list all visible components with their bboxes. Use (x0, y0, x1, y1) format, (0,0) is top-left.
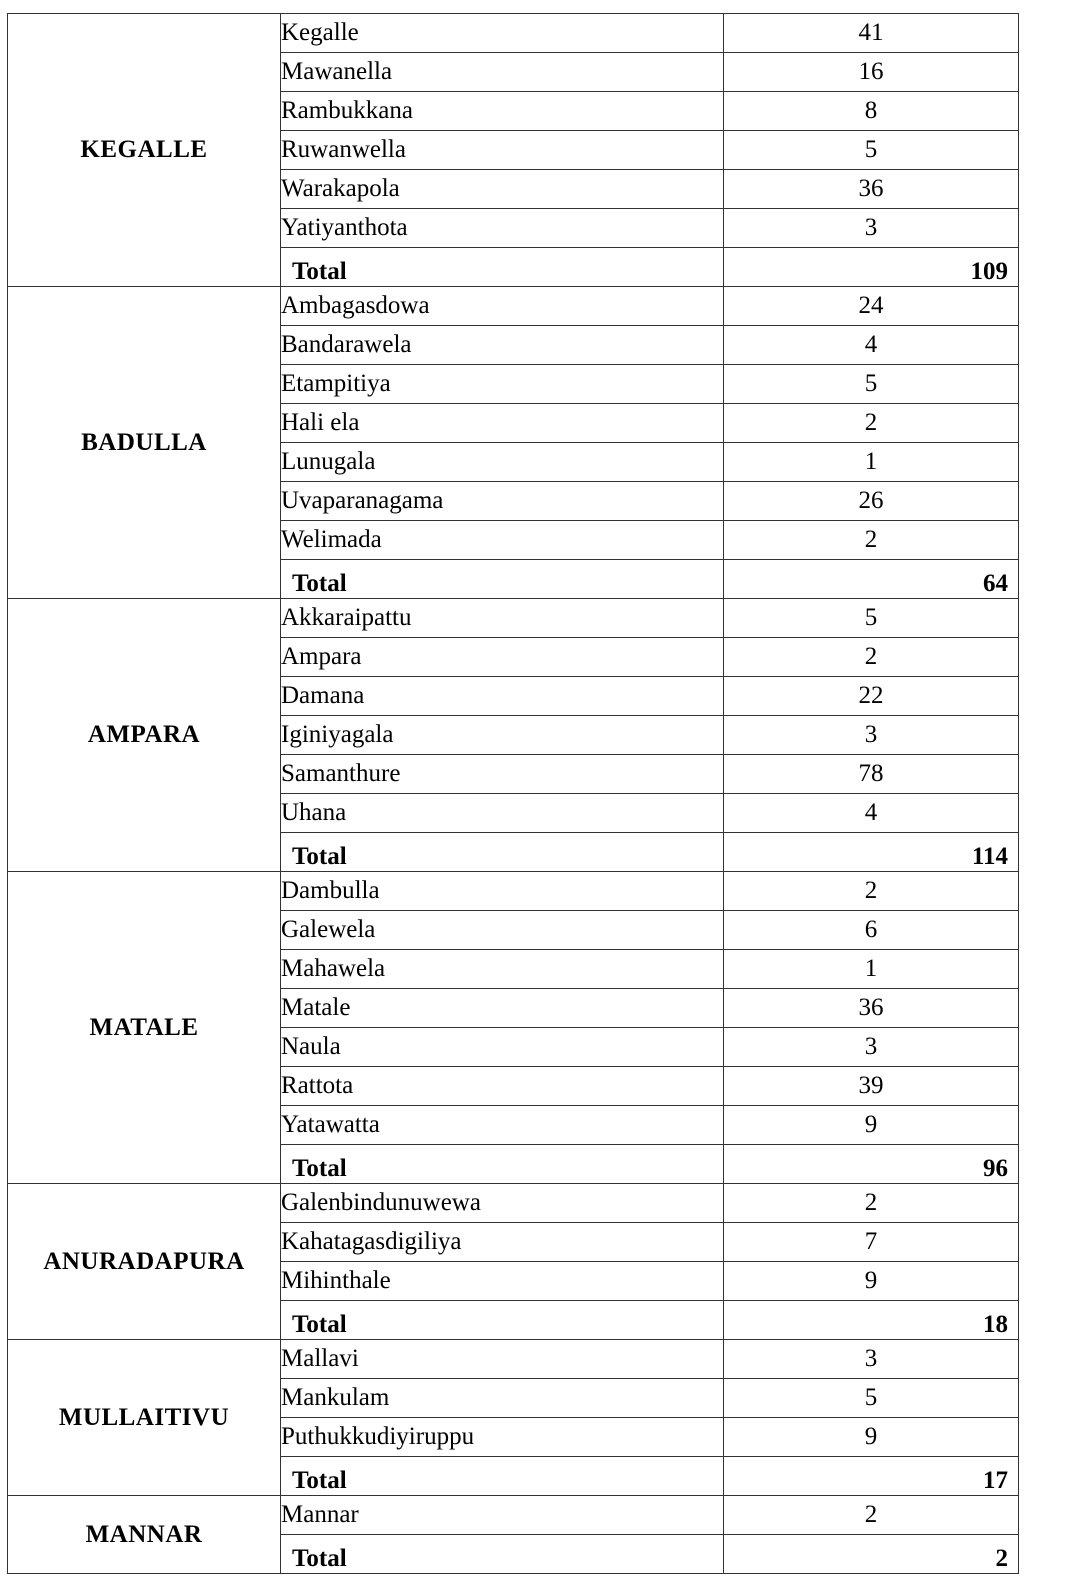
place-count: 2 (724, 521, 1019, 560)
place-name: Ruwanwella (281, 131, 724, 170)
district-name: KEGALLE (8, 14, 281, 287)
place-count: 4 (724, 326, 1019, 365)
place-count: 9 (724, 1418, 1019, 1457)
place-name: Uvaparanagama (281, 482, 724, 521)
total-label: Total (281, 1535, 724, 1574)
place-name: Mankulam (281, 1379, 724, 1418)
place-name: Rattota (281, 1067, 724, 1106)
total-label: Total (281, 1145, 724, 1184)
table-row (8, 287, 1019, 326)
place-name: Iginiyagala (281, 716, 724, 755)
place-name: Matale (281, 989, 724, 1028)
total-value: 114 (724, 833, 1019, 872)
place-name: Galenbindunuwewa (281, 1184, 724, 1223)
district-table (7, 13, 1019, 1574)
place-count: 5 (724, 131, 1019, 170)
total-value: 64 (724, 560, 1019, 599)
total-label: Total (281, 1301, 724, 1340)
total-value: 109 (724, 248, 1019, 287)
place-name: Mahawela (281, 950, 724, 989)
place-name: Kahatagasdigiliya (281, 1223, 724, 1262)
place-count: 3 (724, 1028, 1019, 1067)
place-name: Etampitiya (281, 365, 724, 404)
table-row (8, 599, 1019, 638)
place-name: Ambagasdowa (281, 287, 724, 326)
place-count: 9 (724, 1106, 1019, 1145)
total-label: Total (281, 1457, 724, 1496)
place-count: 2 (724, 404, 1019, 443)
place-count: 5 (724, 365, 1019, 404)
place-count: 16 (724, 53, 1019, 92)
district-name: MATALE (8, 872, 281, 1184)
place-name: Rambukkana (281, 92, 724, 131)
place-count: 6 (724, 911, 1019, 950)
place-count: 24 (724, 287, 1019, 326)
table-body (8, 14, 1019, 1574)
place-name: Dambulla (281, 872, 724, 911)
place-name: Samanthure (281, 755, 724, 794)
place-name: Mannar (281, 1496, 724, 1535)
place-count: 1 (724, 950, 1019, 989)
table-row (8, 1496, 1019, 1535)
place-name: Mihinthale (281, 1262, 724, 1301)
total-value: 18 (724, 1301, 1019, 1340)
total-label: Total (281, 248, 724, 287)
place-count: 5 (724, 1379, 1019, 1418)
place-count: 41 (724, 14, 1019, 53)
place-count: 8 (724, 92, 1019, 131)
place-name: Warakapola (281, 170, 724, 209)
place-count: 36 (724, 989, 1019, 1028)
place-count: 3 (724, 209, 1019, 248)
place-name: Kegalle (281, 14, 724, 53)
place-name: Ampara (281, 638, 724, 677)
place-count: 3 (724, 716, 1019, 755)
place-count: 9 (724, 1262, 1019, 1301)
place-name: Yatiyanthota (281, 209, 724, 248)
table-row (8, 872, 1019, 911)
place-name: Mawanella (281, 53, 724, 92)
place-count: 5 (724, 599, 1019, 638)
place-name: Puthukkudiyiruppu (281, 1418, 724, 1457)
total-label: Total (281, 560, 724, 599)
place-count: 39 (724, 1067, 1019, 1106)
district-name: ANURADAPURA (8, 1184, 281, 1340)
place-name: Bandarawela (281, 326, 724, 365)
place-count: 2 (724, 1496, 1019, 1535)
place-count: 36 (724, 170, 1019, 209)
table-row (8, 14, 1019, 53)
district-name: BADULLA (8, 287, 281, 599)
table-row (8, 1340, 1019, 1379)
place-name: Galewela (281, 911, 724, 950)
place-count: 78 (724, 755, 1019, 794)
place-name: Lunugala (281, 443, 724, 482)
table-row (8, 1184, 1019, 1223)
place-count: 2 (724, 1184, 1019, 1223)
place-name: Naula (281, 1028, 724, 1067)
total-value: 96 (724, 1145, 1019, 1184)
place-count: 2 (724, 638, 1019, 677)
place-name: Damana (281, 677, 724, 716)
district-name: AMPARA (8, 599, 281, 872)
place-count: 7 (724, 1223, 1019, 1262)
place-count: 2 (724, 872, 1019, 911)
place-count: 1 (724, 443, 1019, 482)
total-value: 17 (724, 1457, 1019, 1496)
place-name: Yatawatta (281, 1106, 724, 1145)
place-name: Akkaraipattu (281, 599, 724, 638)
place-count: 4 (724, 794, 1019, 833)
total-label: Total (281, 833, 724, 872)
place-count: 26 (724, 482, 1019, 521)
place-name: Welimada (281, 521, 724, 560)
place-name: Uhana (281, 794, 724, 833)
place-name: Mallavi (281, 1340, 724, 1379)
district-name: MANNAR (8, 1496, 281, 1574)
place-count: 3 (724, 1340, 1019, 1379)
district-name: MULLAITIVU (8, 1340, 281, 1496)
place-count: 22 (724, 677, 1019, 716)
place-name: Hali ela (281, 404, 724, 443)
total-value: 2 (724, 1535, 1019, 1574)
